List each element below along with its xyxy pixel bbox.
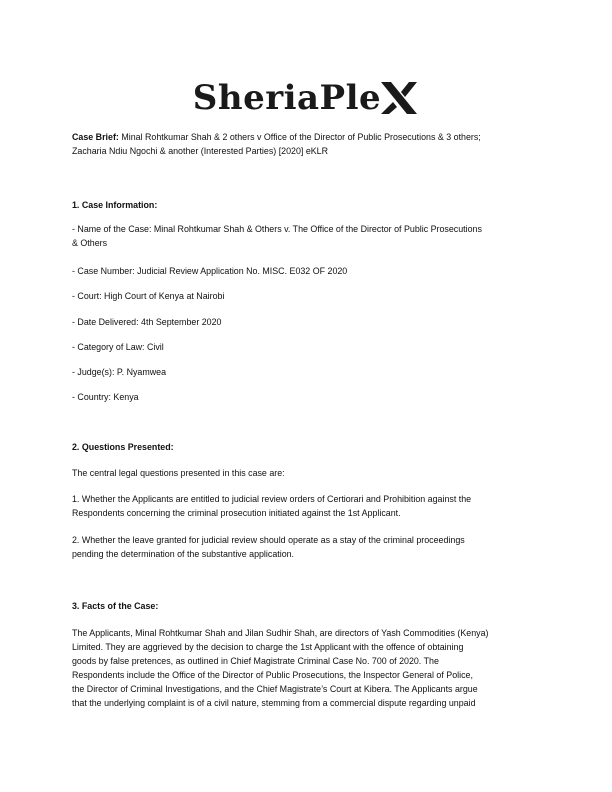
case-info-category: - Category of Law: Civil [72,342,164,352]
case-brief-line-2: Zacharia Ndiu Ngochi & another (Interested Parties) [2020] eKLR [72,146,329,156]
facts-paragraph [72,626,540,710]
facts-line: goods by false pretences, as outlined in Chief Magistrate Criminal Case No. 700 of 2020. The [72,656,439,666]
logo-wordmark: SheriaPle [192,78,382,118]
section-heading-facts: 3. Facts of the Case: [72,601,159,611]
case-brief-label: Case Brief: [72,132,119,142]
case-brief [72,130,540,158]
question-1-line-1: 1. Whether the Applicants are entitled to judicial review orders of Certiorari and Prohibition against the [72,494,472,504]
case-brief-line-1 [72,130,540,144]
case-info-country: - Country: Kenya [72,392,139,402]
question-1 [72,492,540,520]
facts-line: The Applicants, Minal Rohtkumar Shah and Jilan Sudhir Shah, are directors of Yash Commodities (Kenya) [72,628,489,638]
section-heading-case-information: 1. Case Information: [72,200,158,210]
facts-line: Respondents include the Office of the Director of Public Prosecutions, the Inspector General of Police, [72,670,473,680]
case-info-date: - Date Delivered: 4th September 2020 [72,317,222,327]
case-info-name-line-1: - Name of the Case: Minal Rohtkumar Shah & Others v. The Office of the Director of Public Prosecutions [72,224,482,234]
facts-line: Limited. They are aggrieved by the decision to charge the 1st Applicant with the offence of obtaining [72,642,464,652]
case-info-judges: - Judge(s): P. Nyamwea [72,367,167,377]
question-1-line-2: Respondents concerning the criminal prosecution initiated against the 1st Applicant. [72,508,401,518]
case-info-court: - Court: High Court of Kenya at Nairobi [72,291,225,301]
section-heading-questions-presented: 2. Questions Presented: [72,442,174,452]
case-info-name-line-2: & Others [72,238,108,248]
case-info-number: - Case Number: Judicial Review Application No. MISC. E032 OF 2020 [72,266,348,276]
facts-line: that the underlying complaint is of a civil nature, stemming from a commercial dispute regarding unpaid [72,698,476,708]
question-2 [72,533,540,561]
logo-x-mark-icon [379,80,419,116]
facts-line: the Director of Criminal Investigations, and the Chief Magistrate’s Court at Kibera. The Applicants argue [72,684,478,694]
case-info-name [72,222,540,250]
case-brief-text-1: Minal Rohtkumar Shah & 2 others v Office of the Director of Public Prosecutions & 3 others; [118,132,481,142]
sheriaplex-logo [0,76,612,120]
question-2-line-1: 2. Whether the leave granted for judicial review should operate as a stay of the criminal proceedings [72,535,465,545]
question-2-line-2: pending the determination of the substantive application. [72,549,295,559]
questions-intro: The central legal questions presented in this case are: [72,468,285,478]
